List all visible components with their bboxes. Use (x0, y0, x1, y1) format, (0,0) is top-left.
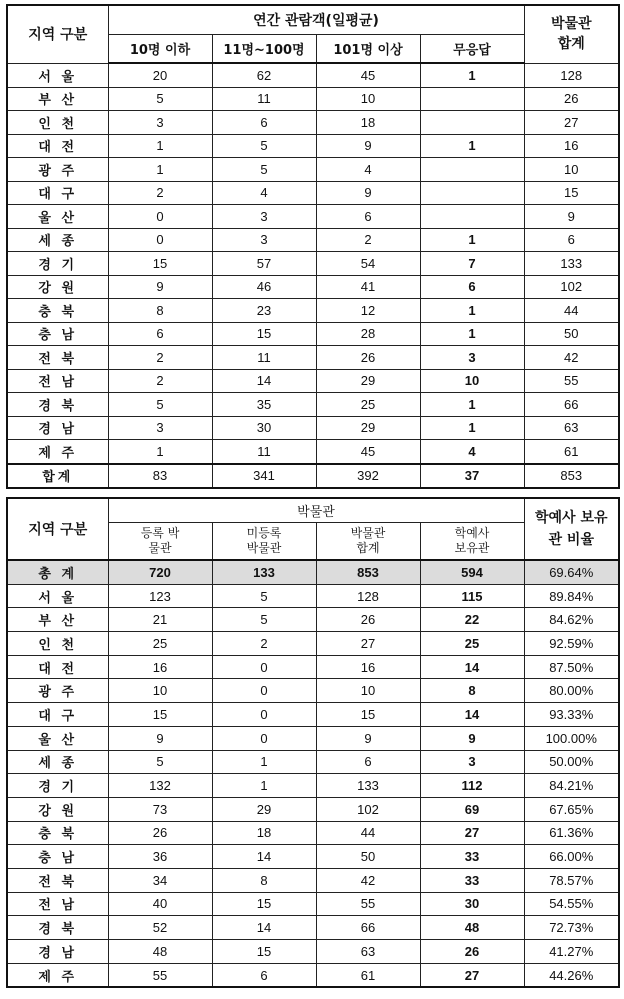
count-no-response-cell: 1 (420, 63, 524, 87)
museum-total-cell: 26 (316, 608, 420, 632)
count-over-101-cell: 26 (316, 346, 420, 370)
region-cell: 울 산 (7, 726, 108, 750)
count-11-100-cell: 3 (212, 205, 316, 229)
museum-total-cell: 44 (316, 821, 420, 845)
museum-total-cell: 63 (316, 940, 420, 964)
curator-museum-count-cell: 3 (420, 750, 524, 774)
count-11-100-cell: 15 (212, 322, 316, 346)
museum-total-cell: 15 (316, 703, 420, 727)
count-11-100-cell: 5 (212, 158, 316, 182)
curator-ratio-cell: 93.33% (524, 703, 619, 727)
table-row (7, 322, 619, 346)
museum-group-header: 박물관 (108, 498, 524, 523)
count-over-101-cell: 25 (316, 393, 420, 417)
curator-museum-count-cell: 115 (420, 584, 524, 608)
region-cell: 대 전 (7, 134, 108, 158)
curator-museum-count-cell: 594 (420, 560, 524, 584)
region-cell: 서 울 (7, 584, 108, 608)
unregistered-count-cell: 14 (212, 845, 316, 869)
count-under-10-cell: 3 (108, 416, 212, 440)
count-11-100-cell: 11 (212, 346, 316, 370)
registered-count-cell: 25 (108, 632, 212, 656)
museum-total-cell: 55 (316, 892, 420, 916)
count-11-100-cell: 57 (212, 252, 316, 276)
count-11-100-cell: 62 (212, 63, 316, 87)
museum-total-cell: 50 (316, 845, 420, 869)
region-cell: 충 남 (7, 845, 108, 869)
curator-museum-count-cell: 8 (420, 679, 524, 703)
count-no-response-cell (420, 205, 524, 229)
curator-museum-count-cell: 33 (420, 845, 524, 869)
table-row (7, 632, 619, 656)
unregistered-count-cell: 133 (212, 560, 316, 584)
curator-museum-count-cell: 22 (420, 608, 524, 632)
table-row (7, 275, 619, 299)
region-cell: 대 구 (7, 181, 108, 205)
registered-count-cell: 55 (108, 963, 212, 987)
table-row (7, 584, 619, 608)
unregistered-count-cell: 29 (212, 797, 316, 821)
table-header-row (7, 498, 619, 523)
table-row (7, 750, 619, 774)
table-row (7, 87, 619, 111)
count-over-101-cell: 2 (316, 228, 420, 252)
curator-museum-count-cell: 27 (420, 821, 524, 845)
curator-museum-count-cell: 69 (420, 797, 524, 821)
count-over-101-cell: 45 (316, 440, 420, 464)
region-cell: 합계 (7, 464, 108, 489)
registered-count-cell: 21 (108, 608, 212, 632)
table-row (7, 963, 619, 987)
col-header-curator-museums: 학예사 보유관 (420, 523, 524, 561)
museum-total-cell: 16 (316, 655, 420, 679)
region-cell: 광 주 (7, 158, 108, 182)
col-header-no-response: 무응답 (420, 35, 524, 64)
table-row (7, 608, 619, 632)
table-row (7, 679, 619, 703)
count-no-response-cell (420, 181, 524, 205)
count-11-100-cell: 4 (212, 181, 316, 205)
unregistered-count-cell: 6 (212, 963, 316, 987)
col-header-over-101: 101명 이상 (316, 35, 420, 64)
count-no-response-cell: 3 (420, 346, 524, 370)
curator-ratio-cell: 41.27% (524, 940, 619, 964)
curator-ratio-cell: 66.00% (524, 845, 619, 869)
total-row (7, 560, 619, 584)
count-under-10-cell: 1 (108, 440, 212, 464)
museum-total-cell: 9 (524, 205, 619, 229)
table-row (7, 393, 619, 417)
table-row (7, 916, 619, 940)
count-over-101-cell: 28 (316, 322, 420, 346)
count-11-100-cell: 5 (212, 134, 316, 158)
region-cell: 충 북 (7, 821, 108, 845)
curator-museum-count-cell: 112 (420, 774, 524, 798)
count-over-101-cell: 9 (316, 134, 420, 158)
museum-total-cell: 853 (316, 560, 420, 584)
count-11-100-cell: 6 (212, 111, 316, 135)
table-row (7, 845, 619, 869)
count-over-101-cell: 6 (316, 205, 420, 229)
region-cell: 인 천 (7, 111, 108, 135)
registered-count-cell: 26 (108, 821, 212, 845)
count-under-10-cell: 0 (108, 205, 212, 229)
count-11-100-cell: 11 (212, 87, 316, 111)
count-over-101-cell: 45 (316, 63, 420, 87)
count-under-10-cell: 2 (108, 369, 212, 393)
region-cell: 경 기 (7, 252, 108, 276)
unregistered-count-cell: 2 (212, 632, 316, 656)
region-cell: 인 천 (7, 632, 108, 656)
count-11-100-cell: 23 (212, 299, 316, 323)
curator-museum-count-cell: 33 (420, 868, 524, 892)
visitors-group-header: 연간 관람객(일평균) (108, 5, 524, 35)
registered-count-cell: 16 (108, 655, 212, 679)
region-cell: 강 원 (7, 275, 108, 299)
region-cell: 서 울 (7, 63, 108, 87)
region-cell: 제 주 (7, 963, 108, 987)
curator-museum-count-cell: 30 (420, 892, 524, 916)
count-under-10-cell: 83 (108, 464, 212, 489)
curator-museum-count-cell: 9 (420, 726, 524, 750)
curator-ratio-cell: 78.57% (524, 868, 619, 892)
table-row (7, 181, 619, 205)
col-header-unregistered: 미등록 박물관 (212, 523, 316, 561)
count-no-response-cell: 6 (420, 275, 524, 299)
count-over-101-cell: 392 (316, 464, 420, 489)
col-header-under-10: 10명 이하 (108, 35, 212, 64)
table-row (7, 158, 619, 182)
count-under-10-cell: 0 (108, 228, 212, 252)
registered-count-cell: 34 (108, 868, 212, 892)
region-cell: 전 북 (7, 346, 108, 370)
table-row (7, 134, 619, 158)
unregistered-count-cell: 1 (212, 774, 316, 798)
count-no-response-cell: 7 (420, 252, 524, 276)
museum-total-cell: 128 (524, 63, 619, 87)
museum-total-cell: 102 (524, 275, 619, 299)
count-11-100-cell: 3 (212, 228, 316, 252)
table-row (7, 892, 619, 916)
unregistered-count-cell: 8 (212, 868, 316, 892)
count-under-10-cell: 15 (108, 252, 212, 276)
count-over-101-cell: 10 (316, 87, 420, 111)
visitors-table (6, 4, 620, 489)
table-row (7, 655, 619, 679)
region-header: 지역 구분 (7, 5, 108, 63)
region-cell: 대 전 (7, 655, 108, 679)
curator-ratio-cell: 67.65% (524, 797, 619, 821)
region-cell: 전 남 (7, 369, 108, 393)
col-header-museum-total: 박물관 합계 (316, 523, 420, 561)
table-row (7, 205, 619, 229)
unregistered-count-cell: 14 (212, 916, 316, 940)
museum-total-cell: 27 (524, 111, 619, 135)
count-no-response-cell (420, 158, 524, 182)
region-cell: 경 기 (7, 774, 108, 798)
col-header-11-100: 11명~100명 (212, 35, 316, 64)
museum-total-cell: 853 (524, 464, 619, 489)
count-over-101-cell: 29 (316, 369, 420, 393)
count-11-100-cell: 46 (212, 275, 316, 299)
curator-museum-count-cell: 14 (420, 703, 524, 727)
curator-ratio-cell: 84.62% (524, 608, 619, 632)
curator-museum-count-cell: 14 (420, 655, 524, 679)
count-11-100-cell: 11 (212, 440, 316, 464)
count-under-10-cell: 9 (108, 275, 212, 299)
region-cell: 경 북 (7, 393, 108, 417)
table-row (7, 940, 619, 964)
count-no-response-cell: 4 (420, 440, 524, 464)
museum-total-cell: 133 (524, 252, 619, 276)
count-11-100-cell: 14 (212, 369, 316, 393)
museum-total-cell: 66 (316, 916, 420, 940)
curator-ratio-cell: 84.21% (524, 774, 619, 798)
unregistered-count-cell: 18 (212, 821, 316, 845)
region-cell: 부 산 (7, 608, 108, 632)
curator-table-body (7, 560, 619, 987)
table-row (7, 703, 619, 727)
registered-count-cell: 15 (108, 703, 212, 727)
count-under-10-cell: 1 (108, 134, 212, 158)
museum-total-cell: 6 (524, 228, 619, 252)
count-under-10-cell: 8 (108, 299, 212, 323)
curator-ratio-cell: 92.59% (524, 632, 619, 656)
registered-count-cell: 48 (108, 940, 212, 964)
region-header: 지역 구분 (7, 498, 108, 560)
museum-total-header: 박물관 합계 (524, 5, 619, 63)
museum-total-cell: 10 (524, 158, 619, 182)
curator-museum-count-cell: 25 (420, 632, 524, 656)
region-cell: 세 종 (7, 228, 108, 252)
table-row (7, 346, 619, 370)
table-row (7, 726, 619, 750)
table-row (7, 63, 619, 87)
region-cell: 전 남 (7, 892, 108, 916)
museum-total-cell: 102 (316, 797, 420, 821)
col-header-registered: 등록 박물관 (108, 523, 212, 561)
count-over-101-cell: 4 (316, 158, 420, 182)
museum-total-cell: 27 (316, 632, 420, 656)
curator-museum-count-cell: 26 (420, 940, 524, 964)
registered-count-cell: 73 (108, 797, 212, 821)
museum-total-cell: 61 (524, 440, 619, 464)
registered-count-cell: 36 (108, 845, 212, 869)
table-row (7, 774, 619, 798)
unregistered-count-cell: 1 (212, 750, 316, 774)
unregistered-count-cell: 5 (212, 584, 316, 608)
unregistered-count-cell: 5 (212, 608, 316, 632)
count-under-10-cell: 3 (108, 111, 212, 135)
count-under-10-cell: 2 (108, 346, 212, 370)
count-no-response-cell: 1 (420, 416, 524, 440)
region-cell: 충 남 (7, 322, 108, 346)
region-cell: 경 남 (7, 940, 108, 964)
curator-ratio-cell: 50.00% (524, 750, 619, 774)
count-over-101-cell: 54 (316, 252, 420, 276)
table-row (7, 416, 619, 440)
museum-total-cell: 16 (524, 134, 619, 158)
curator-ratio-cell: 89.84% (524, 584, 619, 608)
museum-total-cell: 133 (316, 774, 420, 798)
table-header-row (7, 5, 619, 35)
curator-museum-count-cell: 27 (420, 963, 524, 987)
museum-total-cell: 6 (316, 750, 420, 774)
region-cell: 경 남 (7, 416, 108, 440)
count-no-response-cell: 1 (420, 393, 524, 417)
count-under-10-cell: 6 (108, 322, 212, 346)
unregistered-count-cell: 15 (212, 940, 316, 964)
museum-total-cell: 10 (316, 679, 420, 703)
curator-ratio-cell: 100.00% (524, 726, 619, 750)
table-row (7, 440, 619, 464)
table-row (7, 464, 619, 489)
table-row (7, 369, 619, 393)
count-no-response-cell: 1 (420, 299, 524, 323)
curator-ratio-cell: 87.50% (524, 655, 619, 679)
unregistered-count-cell: 15 (212, 892, 316, 916)
count-11-100-cell: 341 (212, 464, 316, 489)
museum-total-cell: 63 (524, 416, 619, 440)
museum-total-cell: 61 (316, 963, 420, 987)
region-cell: 울 산 (7, 205, 108, 229)
museum-total-cell: 15 (524, 181, 619, 205)
count-under-10-cell: 20 (108, 63, 212, 87)
region-cell: 대 구 (7, 703, 108, 727)
count-11-100-cell: 35 (212, 393, 316, 417)
table-row (7, 299, 619, 323)
visitors-table-body (7, 63, 619, 488)
table-row (7, 821, 619, 845)
count-no-response-cell: 37 (420, 464, 524, 489)
region-cell: 전 북 (7, 868, 108, 892)
count-no-response-cell (420, 87, 524, 111)
unregistered-count-cell: 0 (212, 679, 316, 703)
count-under-10-cell: 5 (108, 87, 212, 111)
curator-ratio-cell: 54.55% (524, 892, 619, 916)
museum-total-cell: 55 (524, 369, 619, 393)
table-row (7, 111, 619, 135)
region-cell: 세 종 (7, 750, 108, 774)
count-over-101-cell: 29 (316, 416, 420, 440)
count-no-response-cell: 1 (420, 322, 524, 346)
count-over-101-cell: 12 (316, 299, 420, 323)
count-over-101-cell: 9 (316, 181, 420, 205)
registered-count-cell: 132 (108, 774, 212, 798)
count-under-10-cell: 2 (108, 181, 212, 205)
region-cell: 부 산 (7, 87, 108, 111)
curator-ratio-header: 학예사 보유관 비율 (524, 498, 619, 560)
curator-museum-count-cell: 48 (420, 916, 524, 940)
unregistered-count-cell: 0 (212, 703, 316, 727)
count-over-101-cell: 41 (316, 275, 420, 299)
museum-total-cell: 26 (524, 87, 619, 111)
table-row (7, 228, 619, 252)
museum-total-cell: 42 (524, 346, 619, 370)
curator-ratio-cell: 72.73% (524, 916, 619, 940)
region-cell: 총 계 (7, 560, 108, 584)
registered-count-cell: 5 (108, 750, 212, 774)
museum-total-cell: 50 (524, 322, 619, 346)
count-over-101-cell: 18 (316, 111, 420, 135)
curator-ratio-cell: 61.36% (524, 821, 619, 845)
count-under-10-cell: 1 (108, 158, 212, 182)
curator-ratio-cell: 44.26% (524, 963, 619, 987)
region-cell: 제 주 (7, 440, 108, 464)
registered-count-cell: 9 (108, 726, 212, 750)
region-cell: 경 북 (7, 916, 108, 940)
museum-total-cell: 42 (316, 868, 420, 892)
region-cell: 강 원 (7, 797, 108, 821)
museum-total-cell: 128 (316, 584, 420, 608)
curator-ratio-cell: 69.64% (524, 560, 619, 584)
registered-count-cell: 720 (108, 560, 212, 584)
count-no-response-cell: 10 (420, 369, 524, 393)
count-11-100-cell: 30 (212, 416, 316, 440)
unregistered-count-cell: 0 (212, 726, 316, 750)
region-cell: 충 북 (7, 299, 108, 323)
registered-count-cell: 40 (108, 892, 212, 916)
registered-count-cell: 10 (108, 679, 212, 703)
count-under-10-cell: 5 (108, 393, 212, 417)
region-cell: 광 주 (7, 679, 108, 703)
count-no-response-cell (420, 111, 524, 135)
unregistered-count-cell: 0 (212, 655, 316, 679)
museum-total-cell: 66 (524, 393, 619, 417)
table-row (7, 868, 619, 892)
count-no-response-cell: 1 (420, 228, 524, 252)
curator-table (6, 497, 620, 988)
curator-ratio-cell: 80.00% (524, 679, 619, 703)
table-row (7, 252, 619, 276)
table-row (7, 797, 619, 821)
count-no-response-cell: 1 (420, 134, 524, 158)
registered-count-cell: 123 (108, 584, 212, 608)
registered-count-cell: 52 (108, 916, 212, 940)
museum-total-cell: 44 (524, 299, 619, 323)
museum-total-cell: 9 (316, 726, 420, 750)
